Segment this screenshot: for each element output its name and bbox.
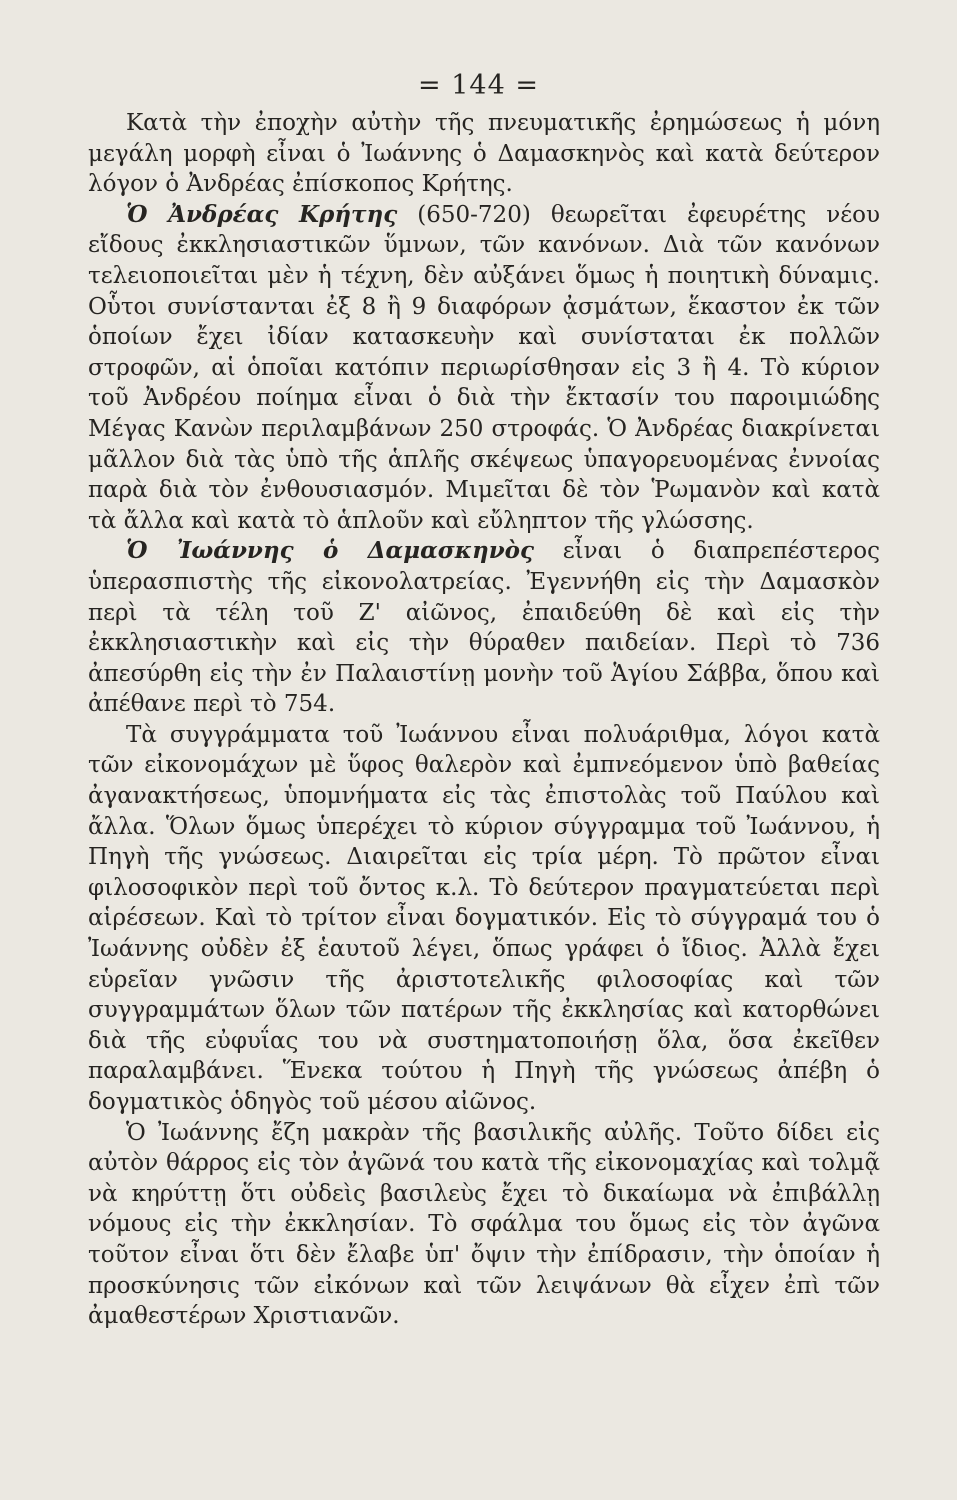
paragraph-ioannis [88, 536, 880, 720]
paragraph-text: εἶναι ὁ διαπρεπέστερος ὑπερασπιστὴς τῆς εἰκονολατρείας. Ἐγεννήθη εἰς τὴν Δαμασκὸν περὶ τὰ τέλη τοῦ Ζ' αἰῶνος, ἐπαιδεύθη δὲ καὶ εἰς τὴν ἐκκλησιαστικὴν καὶ εἰς τὴν θύραθεν παιδείαν. Περὶ τὸ 736 ἀπεσύρθη εἰς τὴν ἐν Παλαιστίνῃ μονὴν τοῦ Ἁγίου Σάββα, ὅπου καὶ ἀπέθανε περὶ τὸ 754. [88, 538, 880, 718]
paragraph-text: (650-720) θεωρεῖται ἐφευρέτης νέου εἴδους ἐκκλησιαστικῶν ὕμνων, τῶν κανόνων. Διὰ τῶν κανόνων τελειοποιεῖται μὲν ἡ τέχνη, δὲν αὐξάνει ὅμως ἡ ποιητικὴ δύναμις. Οὗτοι συνίστανται ἐξ 8 ἢ 9 διαφόρων ᾀσμάτων, ἕκαστον ἐκ τῶν ὁποίων ἔχει ἰδίαν κατασκευὴν καὶ συνίσταται ἐκ πολλῶν στροφῶν, αἱ ὁποῖαι κατόπιν περιωρίσθησαν εἰς 3 ἢ 4. Τὸ κύριον τοῦ Ἀνδρέου ποίημα εἶναι ὁ διὰ τὴν ἔκτασίν του παροιμιώδης Μέγας Κανὼν περιλαμβάνων 250 στροφάς. Ὁ Ἀνδρέας διακρίνεται μᾶλλον διὰ τὰς ὑπὸ τῆς ἁπλῆς σκέψεως ὑπαγορευομένας ἐννοίας παρὰ διὰ τὸν ἐνθουσιασμόν. Μιμεῖται δὲ τὸν Ῥωμανὸν καὶ κατὰ τὰ ἄλλα καὶ κατὰ τὸ ἁπλοῦν καὶ εὔληπτον τῆς γλώσσης. [88, 201, 880, 534]
text-body [88, 108, 880, 1332]
paragraph-text: Τὰ συγγράμματα τοῦ Ἰωάννου εἶναι πολυάριθμα, λόγοι κατὰ τῶν εἰκονομάχων μὲ ὕφος θαλερὸν καὶ ἐμπνεόμενον ὑπὸ βαθείας ἀγανακτήσεως, ὑπομνήματα εἰς τὰς ἐπιστολὰς τοῦ Παύλου καὶ ἄλλα. Ὅλων ὅμως ὑπερέχει τὸ κύριον σύγγραμμα τοῦ Ἰωάννου, ἡ Πηγὴ τῆς γνώσεως. Διαιρεῖται εἰς τρία μέρη. Τὸ πρῶτον εἶναι φιλοσοφικὸν περὶ τοῦ ὄντος κ.λ. Τὸ δεύτερον πραγματεύεται περὶ αἱρέσεων. Καὶ τὸ τρίτον εἶναι δογματικόν. Εἰς τὸ σύγγραμά του ὁ Ἰωάννης οὐδὲν ἐξ ἑαυτοῦ λέγει, ὅπως γράφει ὁ ἴδιος. Ἀλλὰ ἔχει εὑρεῖαν γνῶσιν τῆς ἀριστοτελικῆς φιλοσοφίας καὶ τῶν συγγραμμάτων ὅλων τῶν πατέρων τῆς ἐκκλησίας καὶ κατορθώνει διὰ τῆς εὐφυΐας του νὰ συστηματοποιήσῃ ὅλα, ὅσα ἐκεῖθεν παραλαμβάνει. Ἕνεκα τούτου ἡ Πηγὴ τῆς γνώσεως ἀπέβη ὁ δογματικὸς ὁδηγὸς τοῦ μέσου αἰῶνος. [88, 721, 880, 1115]
paragraph-text: Ὁ Ἰωάννης ἔζη μακρὰν τῆς βασιλικῆς αὐλῆς. Τοῦτο δίδει εἰς αὐτὸν θάρρος εἰς τὸν ἀγῶνά του κατὰ τῆς εἰκονομαχίας καὶ τολμᾷ νὰ κηρύττῃ ὅτι οὐδεὶς βασιλεὺς ἔχει τὸ δικαίωμα νὰ ἐπιβάλλῃ νόμους εἰς τὴν ἐκκλησίαν. Τὸ σφάλμα του ὅμως εἰς τὸν ἀγῶνα τοῦτον εἶναι ὅτι δὲν ἔλαβε ὑπ' ὄψιν τὴν ἐπίδρασιν, τὴν ὁποίαν ἡ προσκύνησις τῶν εἰκόνων καὶ τῶν λειψάνων θὰ εἶχεν ἐπὶ τῶν ἀμαθεστέρων Χριστιανῶν. [88, 1119, 880, 1330]
paragraph-text: Κατὰ τὴν ἐποχὴν αὐτὴν τῆς πνευματικῆς ἐρημώσεως ἡ μόνη μεγάλη μορφὴ εἶναι ὁ Ἰωάννης ὁ Δαμασκηνὸς καὶ κατὰ δεύτερον λόγον ὁ Ἀνδρέας ἐπίσκοπος Κρήτης. [88, 110, 880, 198]
page-number: = 144 = [418, 70, 539, 101]
paragraph-intro [88, 108, 880, 200]
paragraph-writings [88, 720, 880, 1118]
paragraph-iconoclasm [88, 1118, 880, 1332]
heading-andreas-kritis: Ὁ Ἀνδρέας Κρήτης [126, 200, 398, 228]
heading-ioannis-damaskinos: Ὁ Ἰωάννης ὁ Δαμασκηνὸς [126, 537, 535, 565]
paragraph-andreas [88, 200, 880, 537]
